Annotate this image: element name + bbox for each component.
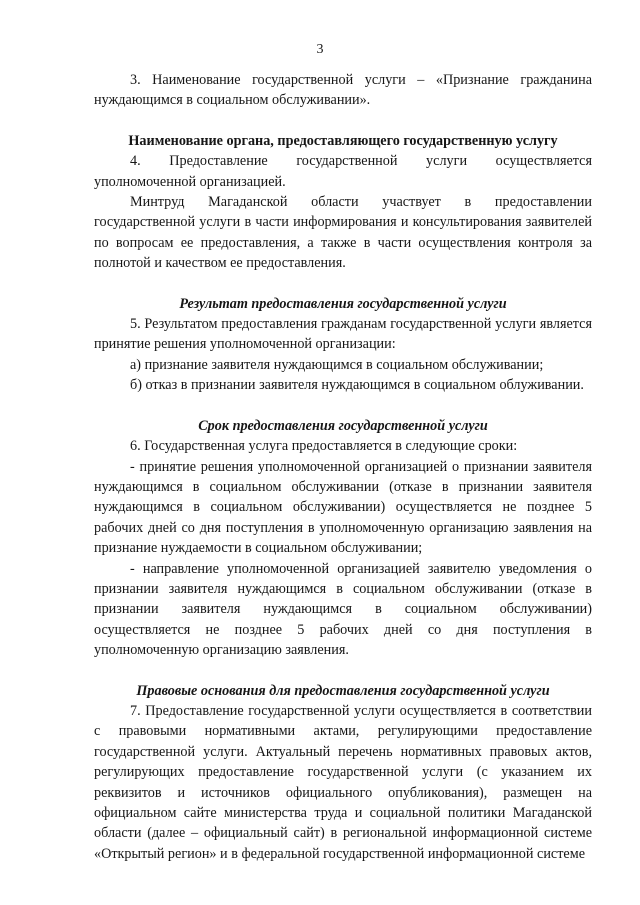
section-heading: Срок предоставления государственной услуги [198,417,488,434]
paragraph: 7. Предоставление государственной услуги осуществляется в соответствии с правовыми нормативными актами, регулирующими предоставление государственной услуги. Актуальный перечень нормативных правовых актов, регулирующих предоставление государственной услуги (с указанием их реквизитов и источников официального опубликования), размещен на официальном сайте министерства труда и социальной политики Магаданской области (далее – официальный сайт) в региональной информационной системе «Открытый регион» и в федеральной государственной информационной системе [94,702,592,862]
paragraph: 3. Наименование государственной услуги – «Признание гражданина нуждающимся в социальном обслуживании». [94,72,592,109]
paragraph: 5. Результатом предоставления гражданам государственной услуги является принятие решения уполномоченной организации: [94,316,592,353]
page-number: 3 [316,42,324,57]
section-providing-organ [94,131,592,274]
section-term [94,416,592,661]
section-result [94,294,592,396]
list-item: - направление уполномоченной организацией заявителю уведомления о признании заявителя нуждающимся в социальном обслуживании (отказе в признании заявителя нуждающимся в социальном обслуживании) осуществляется не позднее 5 рабочих дней со дня поступления в уполномоченную организацию заявления. [94,560,592,659]
section-service-name [94,70,592,111]
list-item: а) признание заявителя нуждающимся в социальном обслуживании; [130,356,544,373]
document-body [94,70,592,864]
paragraph: 6. Государственная услуга предоставляется в следующие сроки: [130,438,518,455]
list-item: - принятие решения уполномоченной организацией о признании заявителя нуждающимся в социальном обслуживании (отказе в признании заявителя нуждающимся в социальном обслуживании) осуществляется не позднее 5 рабочих дней со дня поступления в уполномоченную организацию заявления на признание нуждаемости в социальном обслуживании; [94,458,592,557]
list-item: б) отказ в признании заявителя нуждающимся в социальном облуживании. [130,377,584,394]
paragraph: Минтруд Магаданской области участвует в предоставлении государственной услуги в части информирования и консультирования заявителей по вопросам ее предоставления, а также в части осуществления контроля за полнотой и качеством ее предоставления. [94,194,592,272]
paragraph: 4. Предоставление государственной услуги осуществляется уполномоченной организацией. [94,153,592,190]
section-heading: Результат предоставления государственной услуги [179,295,507,312]
section-heading: Наименование органа, предоставляющего государственную услугу [128,132,558,149]
section-heading: Правовые основания для предоставления государственной услуги [136,682,550,699]
section-legal-basis [94,681,592,865]
